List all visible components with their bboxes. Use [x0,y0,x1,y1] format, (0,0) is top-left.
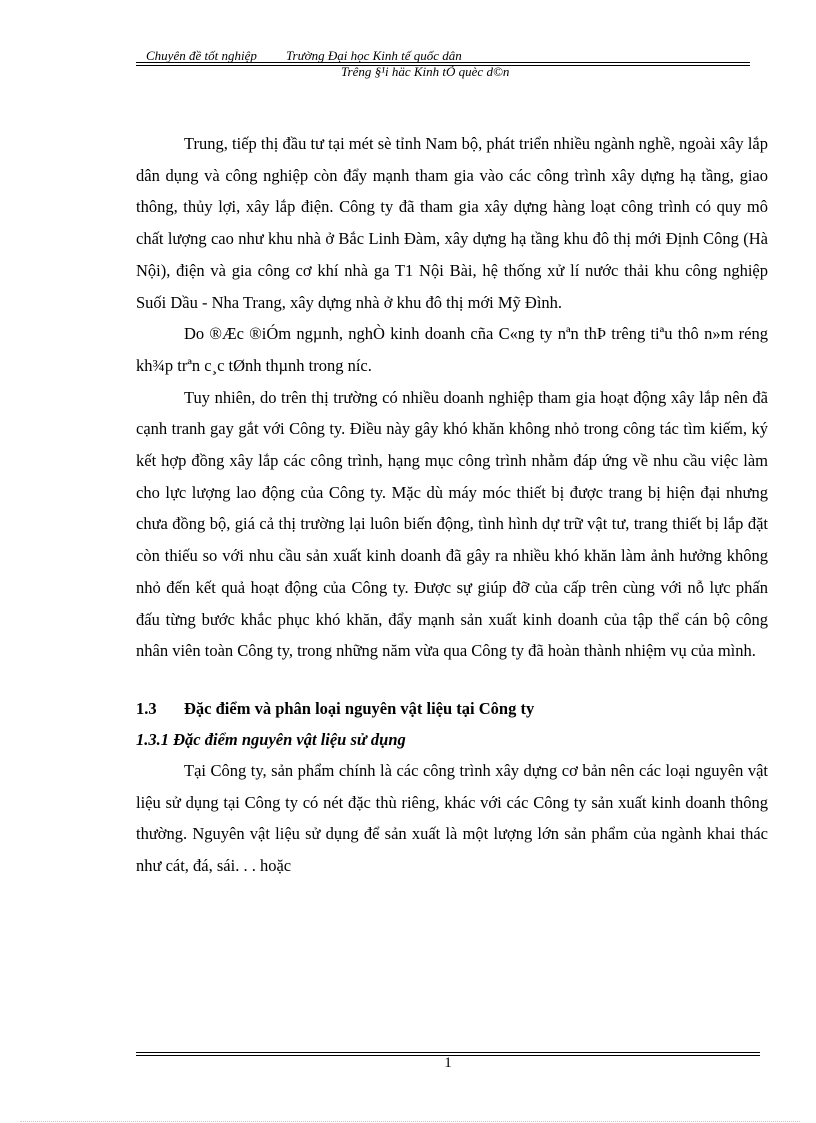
section-title: Đặc điểm và phân loại nguyên vật liệu tại Công ty [184,698,535,718]
page-header [136,48,750,79]
header-right-title: Trường Đại học Kinh tế quốc dân [286,48,462,63]
section-number: 1.3 [136,698,157,718]
document-body [136,128,768,882]
footer-rule-top [136,1052,760,1053]
page-number: 1 [444,1055,452,1071]
section-heading [136,693,768,724]
footer-dotted-line [20,1121,800,1122]
subsection-heading: 1.3.1 Đặc điểm nguyên vật liệu sử dụng [136,729,406,749]
header-garbled-title: Trêng §¹i häc Kinh tÕ quèc d©n [341,64,510,79]
header-rule-top [136,62,750,63]
paragraph-3: Tuy nhiên, do trên thị trường có nhiều doanh nghiệp tham gia hoạt động xây lắp nên đã cạnh tranh gay gắt với Công ty. Điều này gây khó khăn không nhỏ trong công tác tìm kiếm, ký kết hợp đồng xây lắp các công trình, hạng mục công trình nhằm đáp ứng về nhu cầu việc làm cho lực lượng lao động của Công ty. Mặc dù máy móc thiết bị được trang bị hiện đại nhưng chưa đồng bộ, giá cả thị trường lại luôn biến động, tình hình dự trữ vật tư, trang thiết bị lắp đặt còn thiếu so với nhu cầu sản xuất kinh doanh đã gây ra nhiều khó khăn làm ảnh hưởng không nhỏ đến kết quả hoạt động của Công ty. Được sự giúp đỡ của cấp trên cùng với nỗ lực phấn đấu từng bước khắc phục khó khăn, đẩy mạnh sản xuất kinh doanh của tập thể cán bộ công nhân viên toàn Công ty, trong những năm vừa qua Công ty đã hoàn thành nhiệm vụ của mình. [136,387,768,661]
paragraph-2: Do ®Æc ®iÓm ngµnh, nghÒ kinh doanh cña C«ng ty nªn thÞ trêng tiªu thô n»m réng kh¾p trªn c¸c tØnh thµnh trong níc. [136,324,768,375]
paragraph-1: Trung, tiếp thị đầu tư tại mét sè tỉnh Nam bộ, phát triển nhiều ngành nghề, ngoài xây lắp dân dụng và công nghiệp còn đẩy mạnh tham gia vào các công trình xây dựng hạ tầng, giao thông, thủy lợi, xây lắp điện. Công ty đã tham gia xây dựng hàng loạt công trình có quy mô chất lượng cao như khu nhà ở Bắc Linh Đàm, xây dựng hạ tầng khu đô thị mới Định Công (Hà Nội), điện và gia công cơ khí nhà ga T1 Nội Bài, hệ thống xử lí nước thải khu công nghiệp Suối Dầu - Nha Trang, xây dựng nhà ở khu đô thị mới Mỹ Đình. [136,134,768,312]
header-title-line [136,48,750,63]
paragraph-4: Tại Công ty, sản phẩm chính là các công trình xây dựng cơ bản nên các loại nguyên vật liệu sử dụng tại Công ty có nét đặc thù riêng, khác với các Công ty sản xuất kinh doanh thông thường. Nguyên vật liệu sử dụng để sản xuất là một lượng lớn sản phẩm của ngành khai thác như cát, đá, sái. . . hoặc [136,760,768,876]
section-gap [136,667,768,693]
header-left-title: Chuyên đề tốt nghiệp [146,48,257,63]
